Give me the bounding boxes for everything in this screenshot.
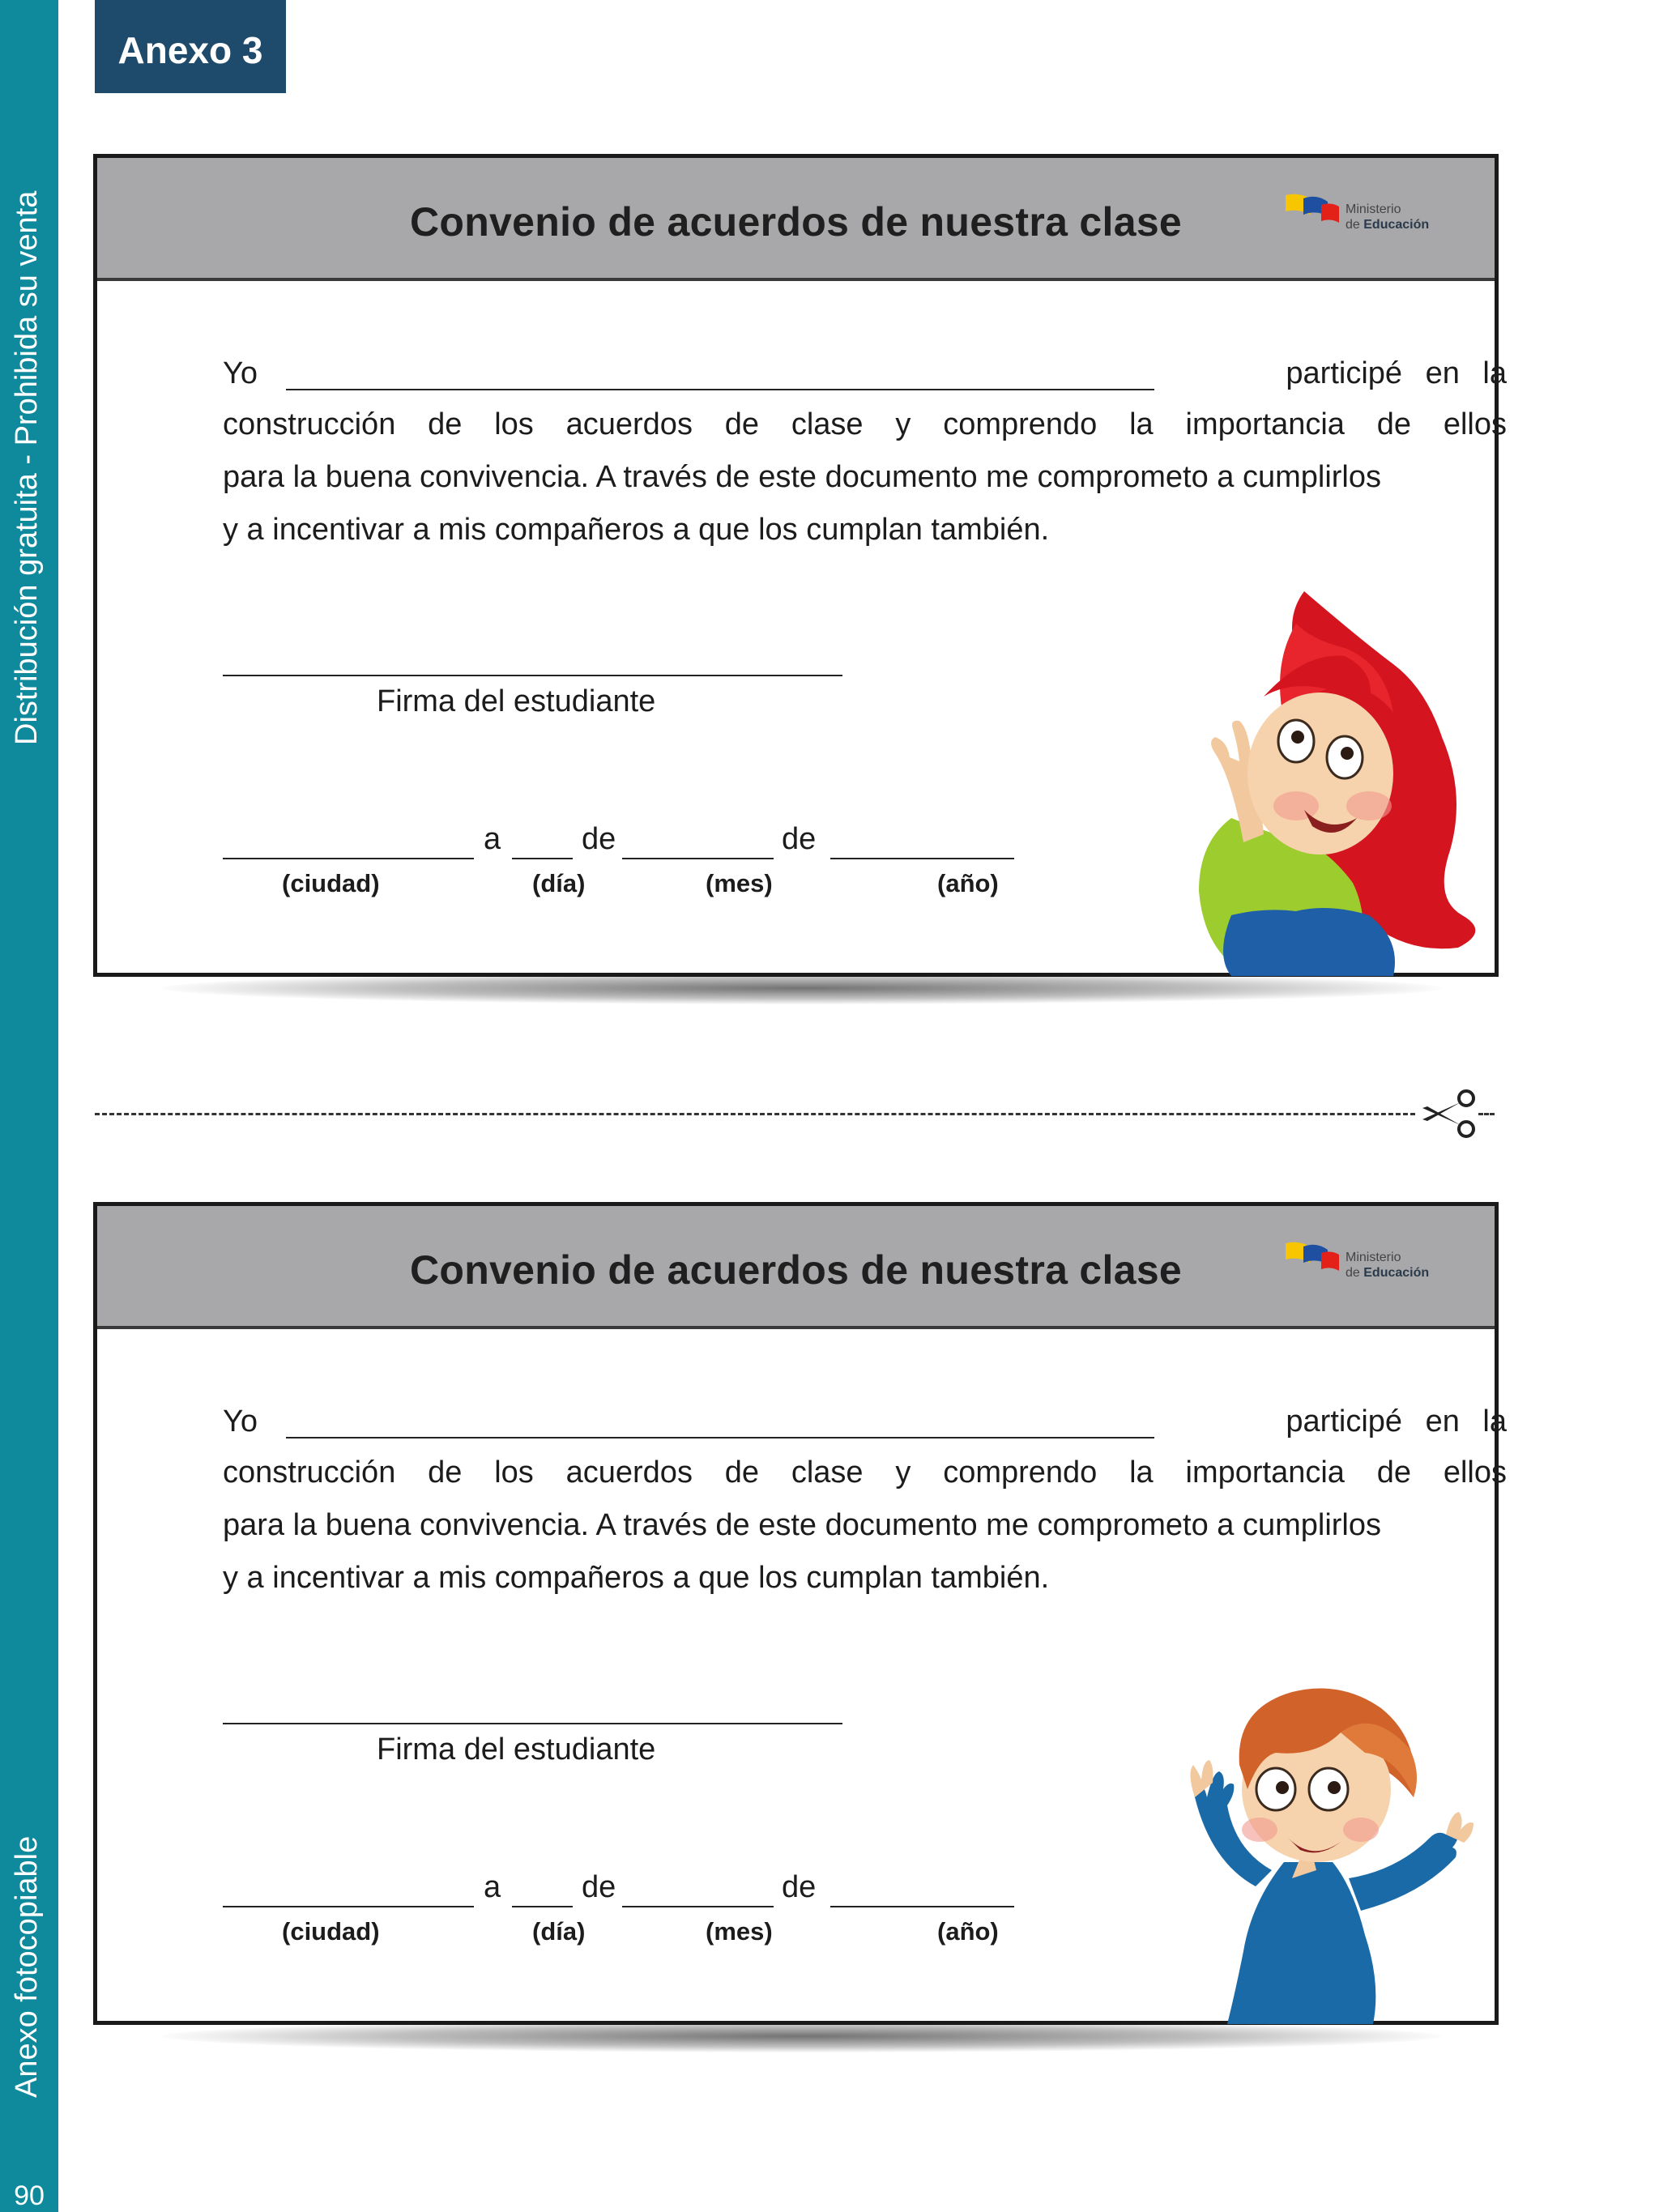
month-label: (mes) [706, 869, 773, 897]
date-de-1: de [582, 822, 616, 856]
agreement-line-3: y a incentivar a mis compañeros a que los cumplan también. [223, 1561, 1050, 1595]
signature-line[interactable] [223, 675, 842, 676]
logo-line2-bold: Educación [1363, 218, 1430, 232]
date-row [223, 1870, 1195, 1919]
name-blank[interactable] [286, 1437, 1154, 1438]
year-label: (año) [937, 869, 999, 897]
day-blank[interactable] [512, 858, 573, 859]
agreement-line-1: construcción de los acuerdos de clase y comprendo la importancia de ellos [223, 407, 1507, 441]
date-de-2: de [782, 1870, 817, 1904]
logo-line1: Ministerio [1346, 202, 1401, 216]
date-a: a [484, 1870, 501, 1904]
date-row [223, 822, 1195, 871]
card-title: Convenio de acuerdos de nuestra clase [409, 199, 1183, 245]
yo-word: Yo [223, 1404, 258, 1438]
agreement-card-2 [93, 1202, 1507, 2025]
signature-label: Firma del estudiante [377, 1733, 656, 1767]
agreement-line-2: para la buena convivencia. A través de este documento me comprometo a cumplirlos [223, 460, 1381, 494]
city-blank[interactable] [223, 858, 474, 859]
month-blank[interactable] [622, 858, 774, 859]
scissors-icon [1419, 1087, 1484, 1140]
boy-character-illustration [1179, 1676, 1495, 2024]
sidebar-strip [0, 0, 58, 2212]
city-label: (ciudad) [282, 1917, 380, 1946]
name-line [223, 356, 1507, 402]
agreement-text [223, 1447, 1507, 1605]
annex-tab: Anexo 3 [95, 0, 286, 93]
month-blank[interactable] [622, 1906, 774, 1907]
logo-line2-prefix: de [1346, 218, 1364, 232]
date-de-2: de [782, 822, 817, 856]
card-header [97, 158, 1495, 281]
girl-character-illustration [1183, 575, 1491, 976]
year-blank[interactable] [830, 1906, 1014, 1907]
name-line [223, 1404, 1507, 1450]
yo-word: Yo [223, 356, 258, 390]
agreement-text [223, 399, 1507, 556]
ministry-logo [1284, 190, 1438, 242]
name-blank[interactable] [286, 389, 1154, 390]
date-de-1: de [582, 1870, 616, 1904]
sidebar-distribution-text: Distribución gratuita - Prohibida su venta [10, 190, 44, 745]
ecuador-flag-icon [1284, 1238, 1342, 1284]
card-shadow [162, 972, 1442, 1004]
cut-line [95, 1113, 1415, 1115]
day-blank[interactable] [512, 1906, 573, 1907]
logo-line2-bold: Educación [1363, 1266, 1430, 1280]
yo-end-text: participé en la [1286, 1404, 1507, 1438]
day-label: (día) [532, 1917, 586, 1946]
year-blank[interactable] [830, 858, 1014, 859]
card-title: Convenio de acuerdos de nuestra clase [409, 1247, 1183, 1293]
logo-line1: Ministerio [1346, 1251, 1401, 1264]
day-label: (día) [532, 869, 586, 897]
agreement-line-1: construcción de los acuerdos de clase y comprendo la importancia de ellos [223, 1455, 1507, 1490]
ministry-logo [1284, 1238, 1438, 1290]
ecuador-flag-icon [1284, 190, 1342, 236]
yo-end-text: participé en la [1286, 356, 1507, 390]
logo-line2-prefix: de [1346, 1266, 1364, 1280]
card-shadow [162, 2020, 1442, 2052]
sidebar-annex-text: Anexo fotocopiable [10, 1835, 44, 2098]
year-label: (año) [937, 1917, 999, 1946]
card-header [97, 1206, 1495, 1329]
signature-line[interactable] [223, 1723, 842, 1724]
city-blank[interactable] [223, 1906, 474, 1907]
page-number: 90 [14, 2180, 45, 2211]
date-a: a [484, 822, 501, 856]
agreement-card-1 [93, 154, 1507, 977]
month-label: (mes) [706, 1917, 773, 1946]
cut-line-tail [1478, 1113, 1495, 1115]
city-label: (ciudad) [282, 869, 380, 897]
agreement-line-3: y a incentivar a mis compañeros a que los cumplan también. [223, 513, 1050, 547]
signature-label: Firma del estudiante [377, 684, 656, 718]
agreement-line-2: para la buena convivencia. A través de este documento me comprometo a cumplirlos [223, 1508, 1381, 1542]
